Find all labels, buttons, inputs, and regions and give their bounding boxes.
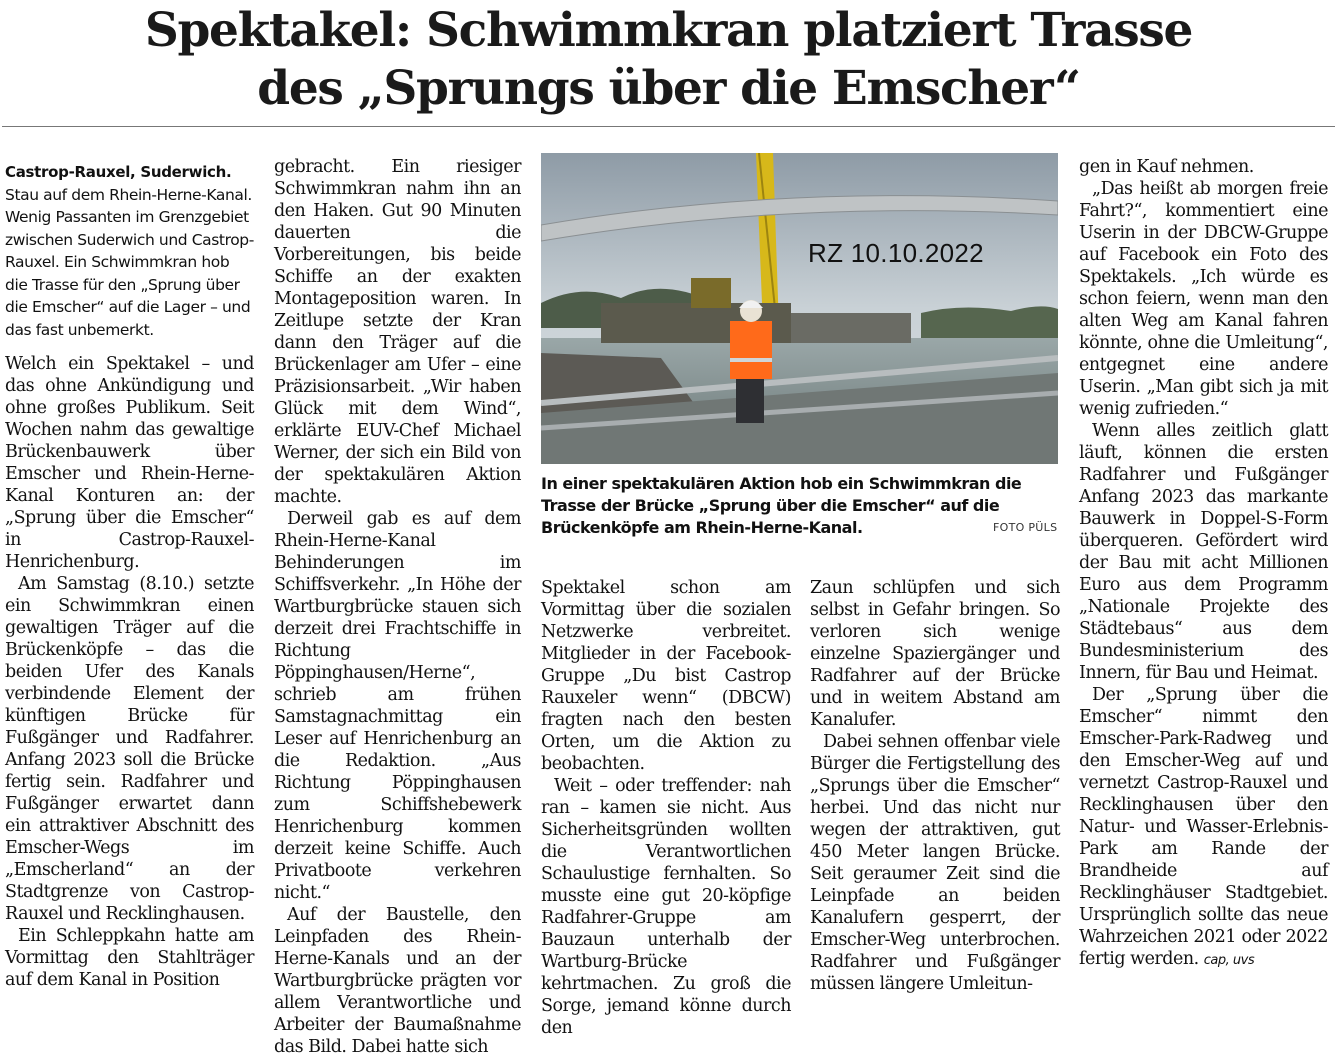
body-paragraph: Zaun schlüpfen und sich selbst in Gefahr bringen. So verloren sich wenige einzelne Spaziergänger und Radfahrer auf der Brücke und in weitem Abstand am Kanalufer. [810,578,1060,730]
photo-caption: In einer spektakulären Aktion hob ein Schwimmkran die Trasse der Brücke „Sprung über die Emscher“ auf die Brückenköpfe am Rhein-Herne-Kanal. [541,474,1022,537]
body-paragraph: Dabei sehnen offenbar viele Bürger die Fertigstellung des „Sprungs über die Emscher“ herbei. Und das nicht nur wegen der attraktiven, gut 450 Meter langen Brücke. Seit geraumer Zeit sind die Leinpfade an beiden Kanalufern gesperrt, der Emscher-Weg unterbrochen. Radfahrer und Fußgänger müssen längere Umleitun- [810,732,1060,994]
dateline: Castrop-Rauxel, Suderwich. [5,163,232,181]
body-paragraph: Ein Schleppkahn hatte am Vormittag den Stahlträger auf dem Kanal in Position [5,926,254,990]
body-text: Der „Sprung über die Emscher“ nimmt den Emscher-Park-Radweg und den Emscher-Weg auf und vernetzt Castrop-Rauxel und Recklinghausen über den Natur- und Wasser-Erlebnis-Park am Rande der Brandheide auf Recklinghäuser Stadtgebiet. Ursprünglich sollte das neue Wahrzeichen 2021 oder 2022 fertig werden. [1079,685,1328,969]
headline [0,2,1337,118]
body-paragraph: Welch ein Spektakel – und das ohne Ankündigung und ohne großes Publikum. Seit Wochen nahm das gewaltige Brückenbauwerk über Emscher und Rhein-Herne-Kanal Konturen an: der „Sprung über die Emscher“ in Castrop-Rauxel-Henrichenburg. [5,354,254,572]
lead-text: Stau auf dem Rhein-Herne-Kanal. Wenig Passanten im Grenzgebiet zwischen Suderwich und Castrop-Rauxel. Ein Schwimmkran hob die Trasse für den „Sprung über die Emscher“ auf die Lager – und das fast unbemerkt. [5,185,254,339]
body-paragraph: „Das heißt ab morgen freie Fahrt?“, kommentiert eine Userin in der DBCW-Gruppe auf Facebook ein Foto des Spektakels. „Ich würde es schon feiern, wenn man den alten Weg am Kanal fahren könnte, ohne die Umleitung“, entgegnet eine andere Userin. „Man gibt sich ja mit wenig zufrieden.“ [1079,179,1328,419]
article-photo [541,153,1058,464]
headline-line-1: Spektakel: Schwimmkran platziert Trasse [144,3,1193,58]
photo-credit: FOTO PÜLS [993,521,1058,534]
body-paragraph: gen in Kauf nehmen. [1079,157,1254,177]
body-paragraph: Wenn alles zeitlich glatt läuft, können die ersten Radfahrer und Fußgänger Anfang 2023 das markante Bauwerk in Doppel-S-Form überqueren. Gefördert wird der Bau mit acht Millionen Euro aus dem Programm „Nationale Projekte des Städtebaus“ aus dem Bundesministerium des Innern, für Bau und Heimat. [1079,421,1328,683]
headline-divider [2,126,1335,127]
headline-line-2: des „Sprungs über die Emscher“ [257,61,1080,116]
column-5 [1079,156,1328,972]
column-2 [274,156,521,1058]
lead-paragraph [5,161,254,341]
body-paragraph: Auf der Baustelle, den Leinpfaden des Rhein-Herne-Kanals und an der Wartburgbrücke prägten vor allem Verantwortliche und Arbeiter der Baumaßnahme das Bild. Dabei hatte sich [274,905,521,1057]
bridge-construction-illustration [541,153,1058,464]
body-paragraph [1079,684,1328,972]
column-1 [5,161,254,991]
body-paragraph: Weit – oder treffender: nah ran – kamen sie nicht. Aus Sicherheitsgründen wollten die Verantwortlichen Schaulustige fernhalten. So musste eine gut 20-köpfige Radfahrer-Gruppe am Bauzaun unterhalb der Wartburg-Brücke kehrtmachen. Zu groß die Sorge, jemand könne durch den [541,776,791,1038]
author-credit: cap, uvs [1203,953,1255,968]
body-paragraph: gebracht. Ein riesiger Schwimmkran nahm ihn an den Haken. Gut 90 Minuten dauerten die Vorbereitungen, bis beide Schiffe an der exakten Montageposition waren. In Zeitlupe setzte der Kran dann den Träger auf die Brückenlager am Ufer – eine Präzisionsarbeit. „Wir haben Glück mit dem Wind“, erklärte EUV-Chef Michael Werner, der sich ein Bild von der spektakulären Aktion machte. [274,157,521,507]
column-4 [810,577,1060,995]
body-paragraph: Spektakel schon am Vormittag über die sozialen Netzwerke verbreitet. Mitglieder in der Facebook-Gruppe „Du bist Castrop Rauxeler wenn“ (DBCW) fragten nach den besten Orten, um die Aktion zu beobachten. [541,578,791,774]
body-paragraph: Am Samstag (8.10.) setzte ein Schwimmkran einen gewaltigen Träger auf die Brückenköpfe – das die beiden Ufer des Kanals verbindende Element der künftigen Brücke für Fußgänger und Radfahrer. Anfang 2023 soll die Brücke fertig sein. Radfahrer und Fußgänger erwartet dann ein attraktiver Abschnitt des Emscher-Wegs im „Emscherland“ an der Stadtgrenze von Castrop-Rauxel und Recklinghausen. [5,574,254,924]
body-paragraph: Derweil gab es auf dem Rhein-Herne-Kanal Behinderungen im Schiffsverkehr. „In Höhe der Wartburgbrücke stauen sich derzeit drei Frachtschiffe in Richtung Pöppinghausen/Herne“, schrieb am frühen Samstagnachmittag ein Leser auf Henrichenburg an die Redaktion. „Aus Richtung Pöppinghausen zum Schiffshebewerk Henrichenburg kommen derzeit keine Schiffe. Auch Privatboote verkehren nicht.“ [274,509,521,903]
column-3 [541,577,791,1039]
archive-stamp: RZ 10.10.2022 [808,238,984,268]
